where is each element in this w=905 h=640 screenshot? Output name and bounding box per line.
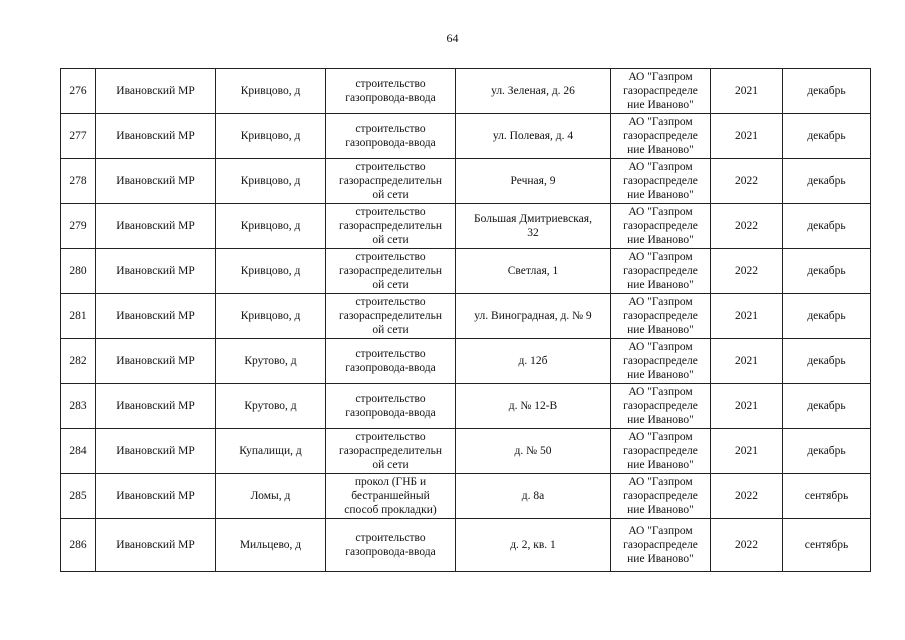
work-type-line: ой сети bbox=[372, 459, 409, 471]
year-cell: 2022 bbox=[711, 519, 783, 572]
settlement-cell: Купалищи, д bbox=[216, 429, 326, 474]
district-cell: Ивановский МР bbox=[96, 339, 216, 384]
work-type-cell bbox=[326, 429, 456, 474]
table-row bbox=[61, 69, 871, 114]
address-line: Речная, 9 bbox=[510, 175, 556, 187]
address-cell bbox=[456, 294, 611, 339]
gasification-table bbox=[60, 68, 871, 572]
organization-cell bbox=[611, 474, 711, 519]
work-type-line: бестраншейный bbox=[351, 490, 430, 502]
work-type-cell bbox=[326, 384, 456, 429]
organization-line: ние Иваново" bbox=[627, 459, 694, 471]
work-type-line: ой сети bbox=[372, 324, 409, 336]
work-type-cell bbox=[326, 474, 456, 519]
work-type-line: строительство bbox=[355, 393, 426, 405]
month-cell: декабрь bbox=[783, 69, 871, 114]
district-cell: Ивановский МР bbox=[96, 159, 216, 204]
work-type-line: ой сети bbox=[372, 234, 409, 246]
month-cell: декабрь bbox=[783, 384, 871, 429]
organization-cell bbox=[611, 339, 711, 384]
address-cell bbox=[456, 69, 611, 114]
table-row bbox=[61, 294, 871, 339]
month-cell: декабрь bbox=[783, 249, 871, 294]
row-number-cell: 280 bbox=[61, 249, 96, 294]
work-type-line: прокол (ГНБ и bbox=[354, 476, 427, 488]
organization-line: АО "Газпром bbox=[628, 341, 693, 353]
work-type-line: газопровода-ввода bbox=[345, 407, 436, 419]
organization-cell bbox=[611, 114, 711, 159]
year-cell: 2021 bbox=[711, 294, 783, 339]
address-cell bbox=[456, 159, 611, 204]
year-cell: 2021 bbox=[711, 429, 783, 474]
organization-line: АО "Газпром bbox=[628, 431, 693, 443]
work-type-line: ой сети bbox=[372, 279, 409, 291]
month-cell: декабрь bbox=[783, 339, 871, 384]
year-cell: 2022 bbox=[711, 159, 783, 204]
table-row bbox=[61, 249, 871, 294]
organization-line: ние Иваново" bbox=[627, 99, 694, 111]
organization-line: газораспределе bbox=[623, 85, 698, 97]
organization-line: газораспределе bbox=[623, 539, 698, 551]
organization-cell bbox=[611, 519, 711, 572]
month-cell: декабрь bbox=[783, 204, 871, 249]
organization-line: ние Иваново" bbox=[627, 414, 694, 426]
row-number-cell: 283 bbox=[61, 384, 96, 429]
row-number-cell: 285 bbox=[61, 474, 96, 519]
table-body bbox=[61, 69, 871, 572]
organization-line: ние Иваново" bbox=[627, 189, 694, 201]
month-cell: сентябрь bbox=[783, 519, 871, 572]
table-row bbox=[61, 384, 871, 429]
address-line: Светлая, 1 bbox=[507, 265, 559, 277]
table-row bbox=[61, 204, 871, 249]
row-number-cell: 282 bbox=[61, 339, 96, 384]
address-cell bbox=[456, 474, 611, 519]
organization-cell bbox=[611, 249, 711, 294]
settlement-cell: Ломы, д bbox=[216, 474, 326, 519]
organization-line: газораспределе bbox=[623, 355, 698, 367]
row-number-cell: 277 bbox=[61, 114, 96, 159]
work-type-cell bbox=[326, 249, 456, 294]
organization-cell bbox=[611, 204, 711, 249]
organization-line: ние Иваново" bbox=[627, 144, 694, 156]
table-row bbox=[61, 429, 871, 474]
work-type-line: газораспределительн bbox=[339, 175, 442, 187]
month-cell: декабрь bbox=[783, 159, 871, 204]
work-type-line: газопровода-ввода bbox=[345, 92, 436, 104]
settlement-cell: Крутово, д bbox=[216, 384, 326, 429]
work-type-line: газопровода-ввода bbox=[345, 137, 436, 149]
organization-line: газораспределе bbox=[623, 490, 698, 502]
work-type-line: строительство bbox=[355, 161, 426, 173]
settlement-cell: Кривцово, д bbox=[216, 249, 326, 294]
settlement-cell: Кривцово, д bbox=[216, 114, 326, 159]
organization-line: АО "Газпром bbox=[628, 251, 693, 263]
address-line: д. № 50 bbox=[514, 445, 552, 457]
work-type-cell bbox=[326, 114, 456, 159]
table-row bbox=[61, 339, 871, 384]
address-line: д. 12б bbox=[518, 355, 548, 367]
year-cell: 2021 bbox=[711, 339, 783, 384]
work-type-line: газораспределительн bbox=[339, 310, 442, 322]
table-row bbox=[61, 159, 871, 204]
organization-line: ние Иваново" bbox=[627, 279, 694, 291]
month-cell: декабрь bbox=[783, 429, 871, 474]
organization-line: газораспределе bbox=[623, 220, 698, 232]
address-cell bbox=[456, 384, 611, 429]
organization-line: ние Иваново" bbox=[627, 234, 694, 246]
settlement-cell: Крутово, д bbox=[216, 339, 326, 384]
organization-line: ние Иваново" bbox=[627, 504, 694, 516]
settlement-cell: Кривцово, д bbox=[216, 294, 326, 339]
address-line: д. 2, кв. 1 bbox=[510, 539, 556, 551]
organization-line: ние Иваново" bbox=[627, 369, 694, 381]
month-cell: декабрь bbox=[783, 294, 871, 339]
organization-line: ние Иваново" bbox=[627, 324, 694, 336]
address-cell bbox=[456, 204, 611, 249]
district-cell: Ивановский МР bbox=[96, 204, 216, 249]
organization-line: газораспределе bbox=[623, 310, 698, 322]
address-line: ул. Полевая, д. 4 bbox=[492, 130, 574, 142]
work-type-cell bbox=[326, 159, 456, 204]
settlement-cell: Мильцево, д bbox=[216, 519, 326, 572]
work-type-cell bbox=[326, 519, 456, 572]
row-number-cell: 286 bbox=[61, 519, 96, 572]
district-cell: Ивановский МР bbox=[96, 69, 216, 114]
organization-cell bbox=[611, 294, 711, 339]
organization-line: газораспределе bbox=[623, 130, 698, 142]
work-type-line: строительство bbox=[355, 251, 426, 263]
work-type-line: строительство bbox=[355, 296, 426, 308]
organization-line: АО "Газпром bbox=[628, 161, 693, 173]
work-type-cell bbox=[326, 294, 456, 339]
organization-cell bbox=[611, 384, 711, 429]
year-cell: 2021 bbox=[711, 69, 783, 114]
address-cell bbox=[456, 519, 611, 572]
work-type-cell bbox=[326, 339, 456, 384]
address-cell bbox=[456, 339, 611, 384]
year-cell: 2022 bbox=[711, 474, 783, 519]
organization-line: газораспределе bbox=[623, 400, 698, 412]
work-type-cell bbox=[326, 204, 456, 249]
district-cell: Ивановский МР bbox=[96, 249, 216, 294]
organization-line: ние Иваново" bbox=[627, 553, 694, 565]
row-number-cell: 278 bbox=[61, 159, 96, 204]
settlement-cell: Кривцово, д bbox=[216, 69, 326, 114]
work-type-line: строительство bbox=[355, 123, 426, 135]
row-number-cell: 276 bbox=[61, 69, 96, 114]
organization-line: газораспределе bbox=[623, 265, 698, 277]
organization-line: АО "Газпром bbox=[628, 116, 693, 128]
month-cell: сентябрь bbox=[783, 474, 871, 519]
table-row bbox=[61, 474, 871, 519]
work-type-line: газопровода-ввода bbox=[345, 546, 436, 558]
address-cell bbox=[456, 249, 611, 294]
district-cell: Ивановский МР bbox=[96, 294, 216, 339]
address-line: Большая Дмитриевская, bbox=[474, 213, 592, 225]
work-type-line: ой сети bbox=[372, 189, 409, 201]
work-type-line: газораспределительн bbox=[339, 445, 442, 457]
district-cell: Ивановский МР bbox=[96, 519, 216, 572]
work-type-line: способ прокладки) bbox=[344, 504, 437, 516]
work-type-cell bbox=[326, 69, 456, 114]
year-cell: 2021 bbox=[711, 384, 783, 429]
work-type-line: строительство bbox=[355, 348, 426, 360]
organization-line: АО "Газпром bbox=[628, 296, 693, 308]
settlement-cell: Кривцово, д bbox=[216, 159, 326, 204]
organization-cell bbox=[611, 429, 711, 474]
table-row bbox=[61, 114, 871, 159]
address-line: 32 bbox=[527, 227, 539, 239]
address-line: ул. Зеленая, д. 26 bbox=[491, 85, 575, 97]
work-type-line: строительство bbox=[355, 206, 426, 218]
month-cell: декабрь bbox=[783, 114, 871, 159]
work-type-line: газопровода-ввода bbox=[345, 362, 436, 374]
work-type-line: строительство bbox=[355, 431, 426, 443]
address-cell bbox=[456, 429, 611, 474]
table-row bbox=[61, 519, 871, 572]
address-cell bbox=[456, 114, 611, 159]
work-type-line: газораспределительн bbox=[339, 220, 442, 232]
settlement-cell: Кривцово, д bbox=[216, 204, 326, 249]
organization-line: газораспределе bbox=[623, 445, 698, 457]
row-number-cell: 281 bbox=[61, 294, 96, 339]
organization-line: АО "Газпром bbox=[628, 525, 693, 537]
organization-line: АО "Газпром bbox=[628, 386, 693, 398]
organization-line: АО "Газпром bbox=[628, 206, 693, 218]
year-cell: 2022 bbox=[711, 204, 783, 249]
work-type-line: строительство bbox=[355, 78, 426, 90]
district-cell: Ивановский МР bbox=[96, 384, 216, 429]
district-cell: Ивановский МР bbox=[96, 474, 216, 519]
page-number: 64 bbox=[446, 31, 459, 45]
organization-line: газораспределе bbox=[623, 175, 698, 187]
address-line: д. № 12-В bbox=[508, 400, 558, 412]
work-type-line: газораспределительн bbox=[339, 265, 442, 277]
year-cell: 2021 bbox=[711, 114, 783, 159]
row-number-cell: 279 bbox=[61, 204, 96, 249]
district-cell: Ивановский МР bbox=[96, 429, 216, 474]
organization-cell bbox=[611, 69, 711, 114]
address-line: ул. Виноградная, д. № 9 bbox=[474, 310, 592, 322]
row-number-cell: 284 bbox=[61, 429, 96, 474]
district-cell: Ивановский МР bbox=[96, 114, 216, 159]
organization-line: АО "Газпром bbox=[628, 71, 693, 83]
organization-line: АО "Газпром bbox=[628, 476, 693, 488]
year-cell: 2022 bbox=[711, 249, 783, 294]
address-line: д. 8а bbox=[521, 490, 545, 502]
organization-cell bbox=[611, 159, 711, 204]
work-type-line: строительство bbox=[355, 532, 426, 544]
